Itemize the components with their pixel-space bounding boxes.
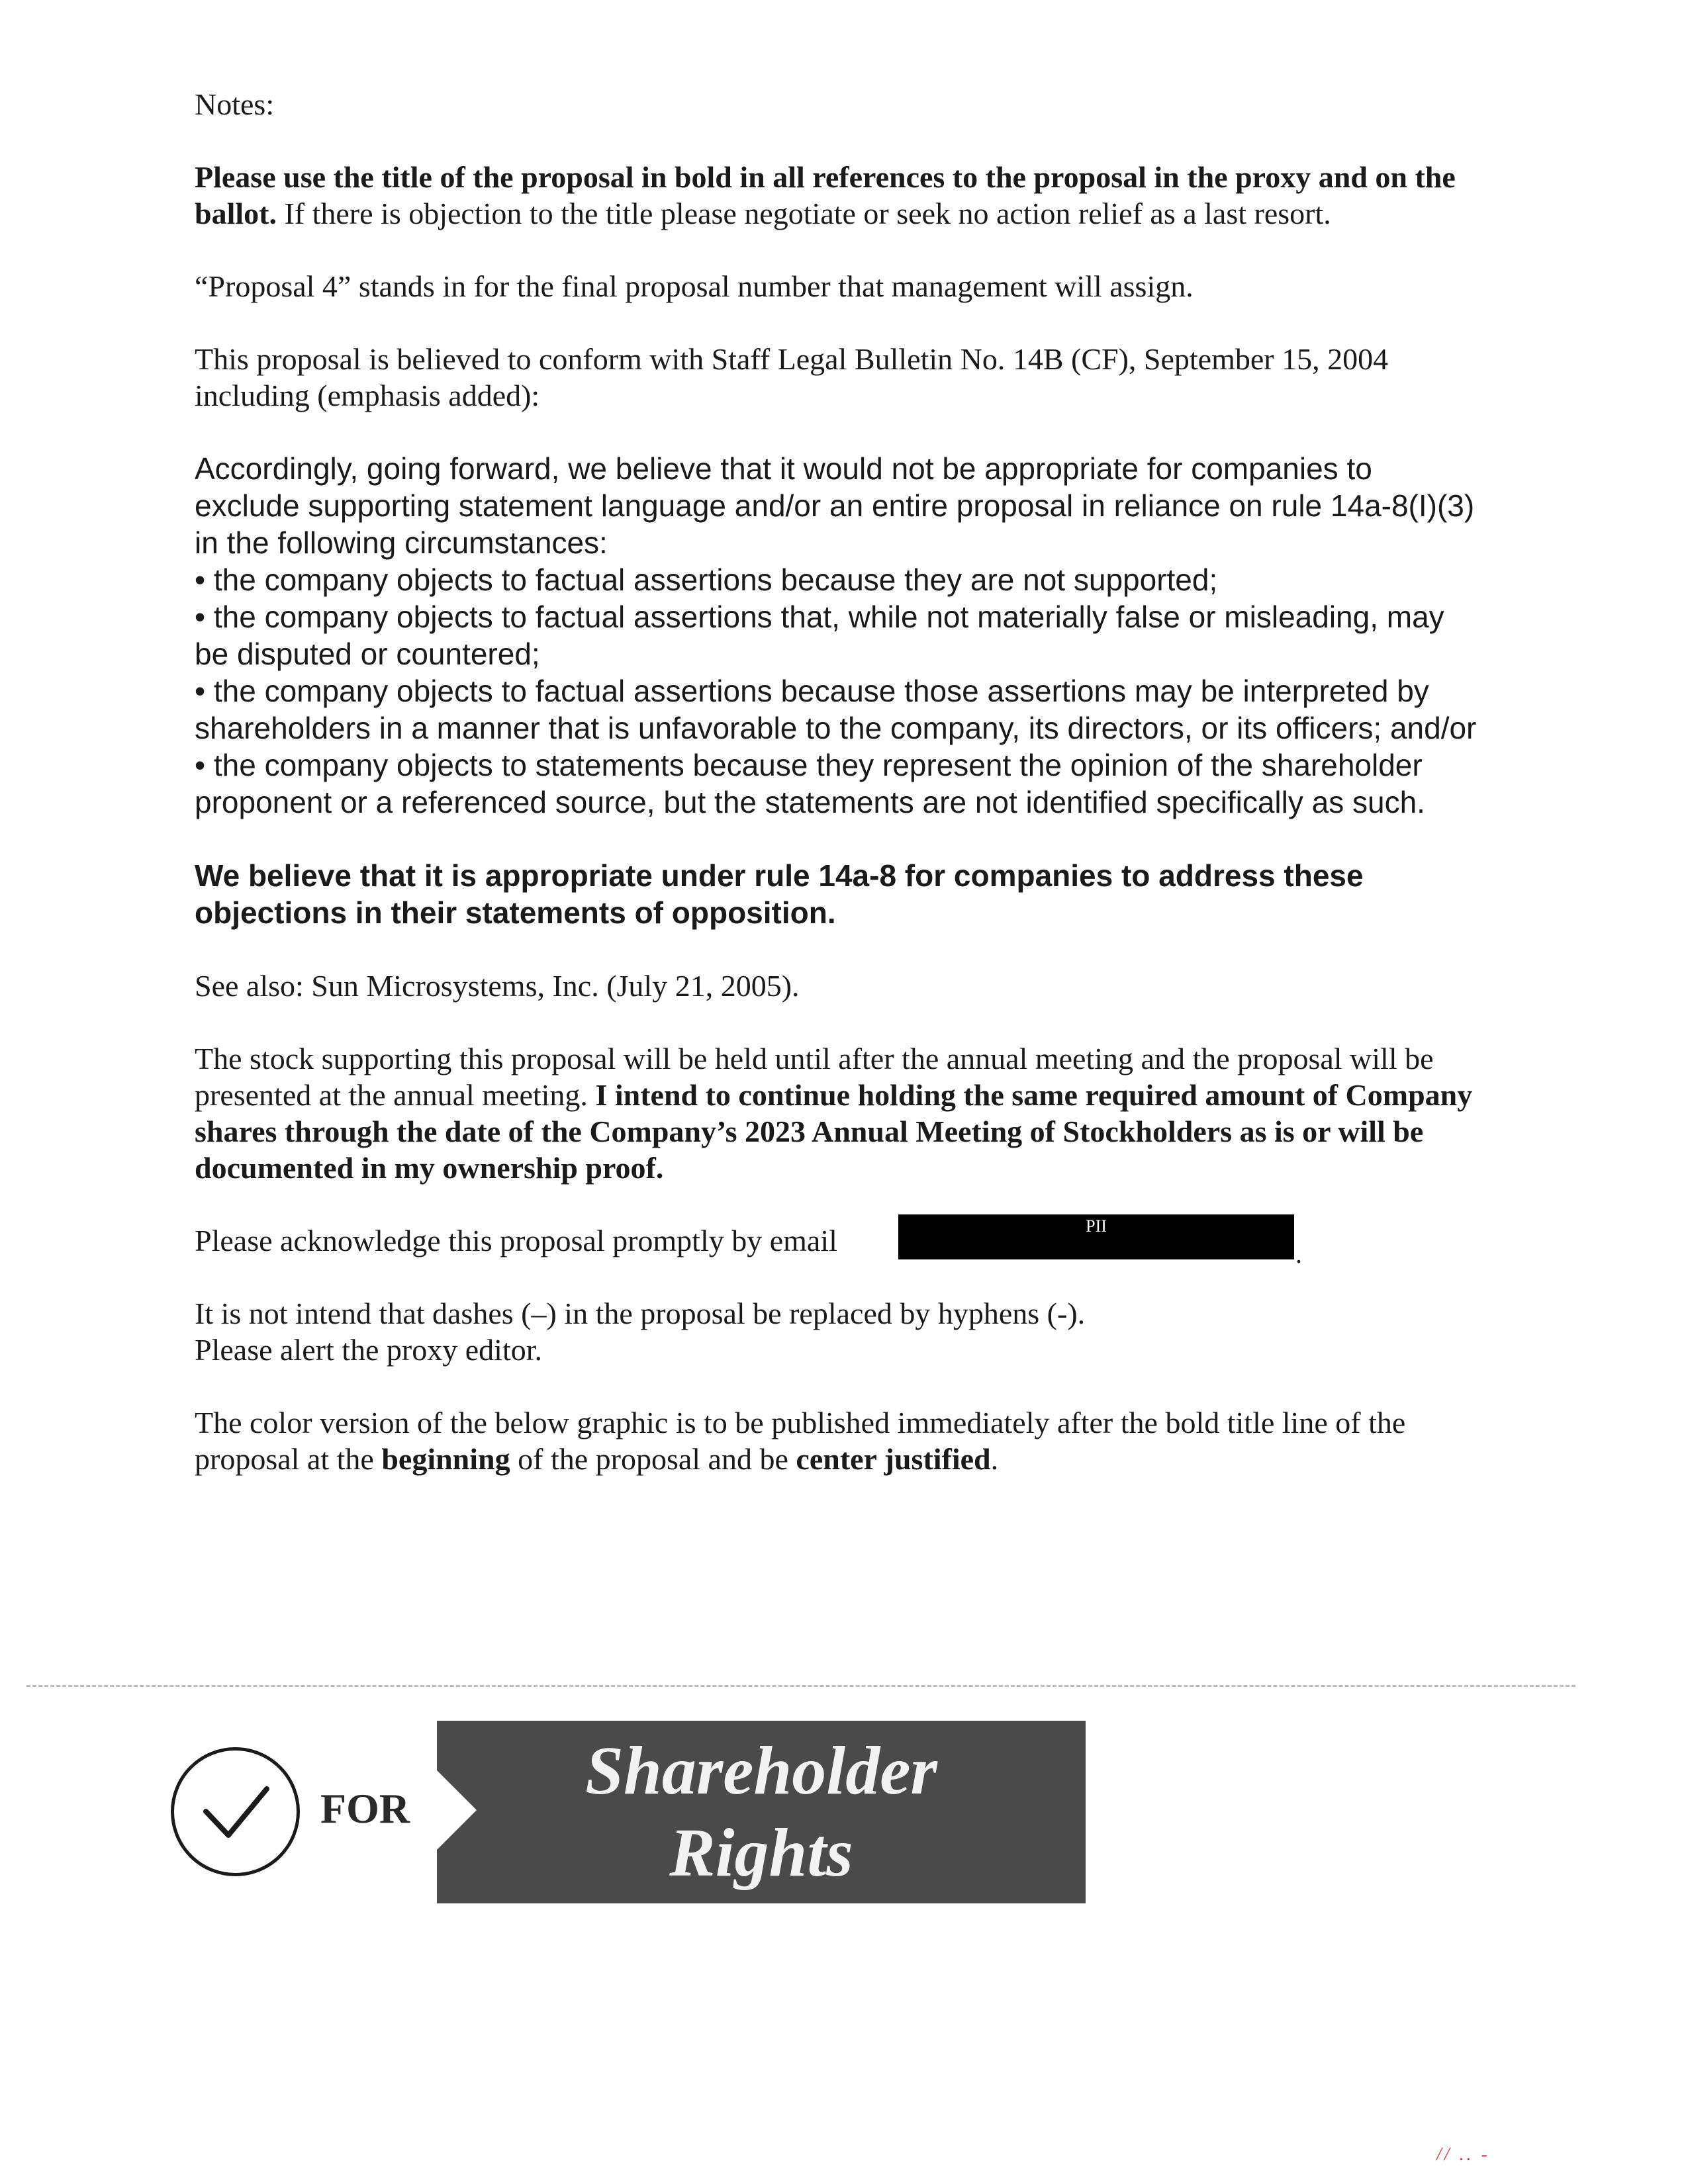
- acknowledge-text: Please acknowledge this proposal promptly by email: [195, 1224, 837, 1257]
- redaction-box: PII: [898, 1214, 1294, 1259]
- list-item: • the company objects to factual assertions that, while not materially false or misleading, may be disputed or countered;: [195, 600, 1444, 671]
- banner-line-1: Shareholder: [585, 1733, 937, 1809]
- dashes-paragraph: [195, 1295, 1479, 1368]
- see-also-paragraph: See also: Sun Microsystems, Inc. (July 21, 2005).: [195, 969, 800, 1003]
- dashes-line-2: Please alert the proxy editor.: [195, 1333, 543, 1367]
- color-text-2: of the proposal and be: [510, 1442, 796, 1476]
- title-instruction-bold: Please use the title of the proposal in bold in all references to the proposal in the proxy and on the ballot.: [195, 160, 1456, 230]
- checkmark-circle-icon: [171, 1747, 300, 1876]
- for-label: FOR: [320, 1785, 410, 1832]
- title-instruction-rest: If there is objection to the title please negotiate or seek no action relief as a last resort.: [276, 197, 1331, 230]
- for-shareholder-rights-graphic: [165, 1721, 1092, 1906]
- stock-plain-text: The stock supporting this proposal will be held until after the annual meeting and the proposal will be presented at the annual meeting.: [195, 1042, 1434, 1112]
- dashes-line-1: It is not intend that dashes (–) in the proposal be replaced by hyphens (-).: [195, 1297, 1086, 1330]
- list-item: • the company objects to factual assertions because those assertions may be interpreted by shareholders in a manner that is unfavorable to the company, its directors, or its officers; and/or: [195, 674, 1477, 745]
- banner-line-2: Rights: [669, 1815, 853, 1891]
- list-item: • the company objects to factual assertions because they are not supported;: [195, 563, 1218, 597]
- circumstances-list: [195, 561, 1479, 821]
- color-bold-beginning: beginning: [381, 1442, 510, 1476]
- stock-paragraph: [195, 1040, 1479, 1186]
- handwritten-mark: // .. -: [1436, 2144, 1490, 2165]
- stock-bold-text: I intend to continue holding the same required amount of Company shares through the date of the Company’s 2023 Annual Meeting of Stockholders as is or will be documented in my ownership proof.: [195, 1078, 1473, 1185]
- conform-paragraph: This proposal is believed to conform with Staff Legal Bulletin No. 14B (CF), September 15, 2004 including (emphasis added):: [195, 342, 1389, 412]
- accordingly-paragraph: Accordingly, going forward, we believe that it would not be appropriate for companies to exclude supporting statement language and/or an entire proposal in reliance on rule 14a-8(I)(3) in the following circumstances:: [195, 451, 1475, 560]
- notes-heading: Notes:: [195, 87, 275, 121]
- color-text-3: .: [990, 1442, 999, 1476]
- banner-title: [437, 1730, 1086, 1894]
- document-body: [195, 86, 1479, 1477]
- we-believe-paragraph: We believe that it is appropriate under rule 14a-8 for companies to address these objections in their statements of opposition.: [195, 858, 1364, 930]
- dashed-divider: [26, 1685, 1575, 1687]
- redaction-trailing-period: .: [1295, 1239, 1302, 1269]
- title-instruction-paragraph: [195, 159, 1479, 232]
- color-bold-center: center justified: [796, 1442, 991, 1476]
- proposal-number-paragraph: “Proposal 4” stands in for the final proposal number that management will assign.: [195, 269, 1194, 303]
- color-graphic-paragraph: [195, 1404, 1479, 1477]
- color-text-1: The color version of the below graphic is to be published immediately after the bold title line of the proposal at the: [195, 1406, 1406, 1476]
- list-item: • the company objects to statements because they represent the opinion of the shareholder proponent or a referenced source, but the statements are not identified specifically as such.: [195, 748, 1425, 819]
- acknowledge-paragraph: [195, 1216, 1479, 1269]
